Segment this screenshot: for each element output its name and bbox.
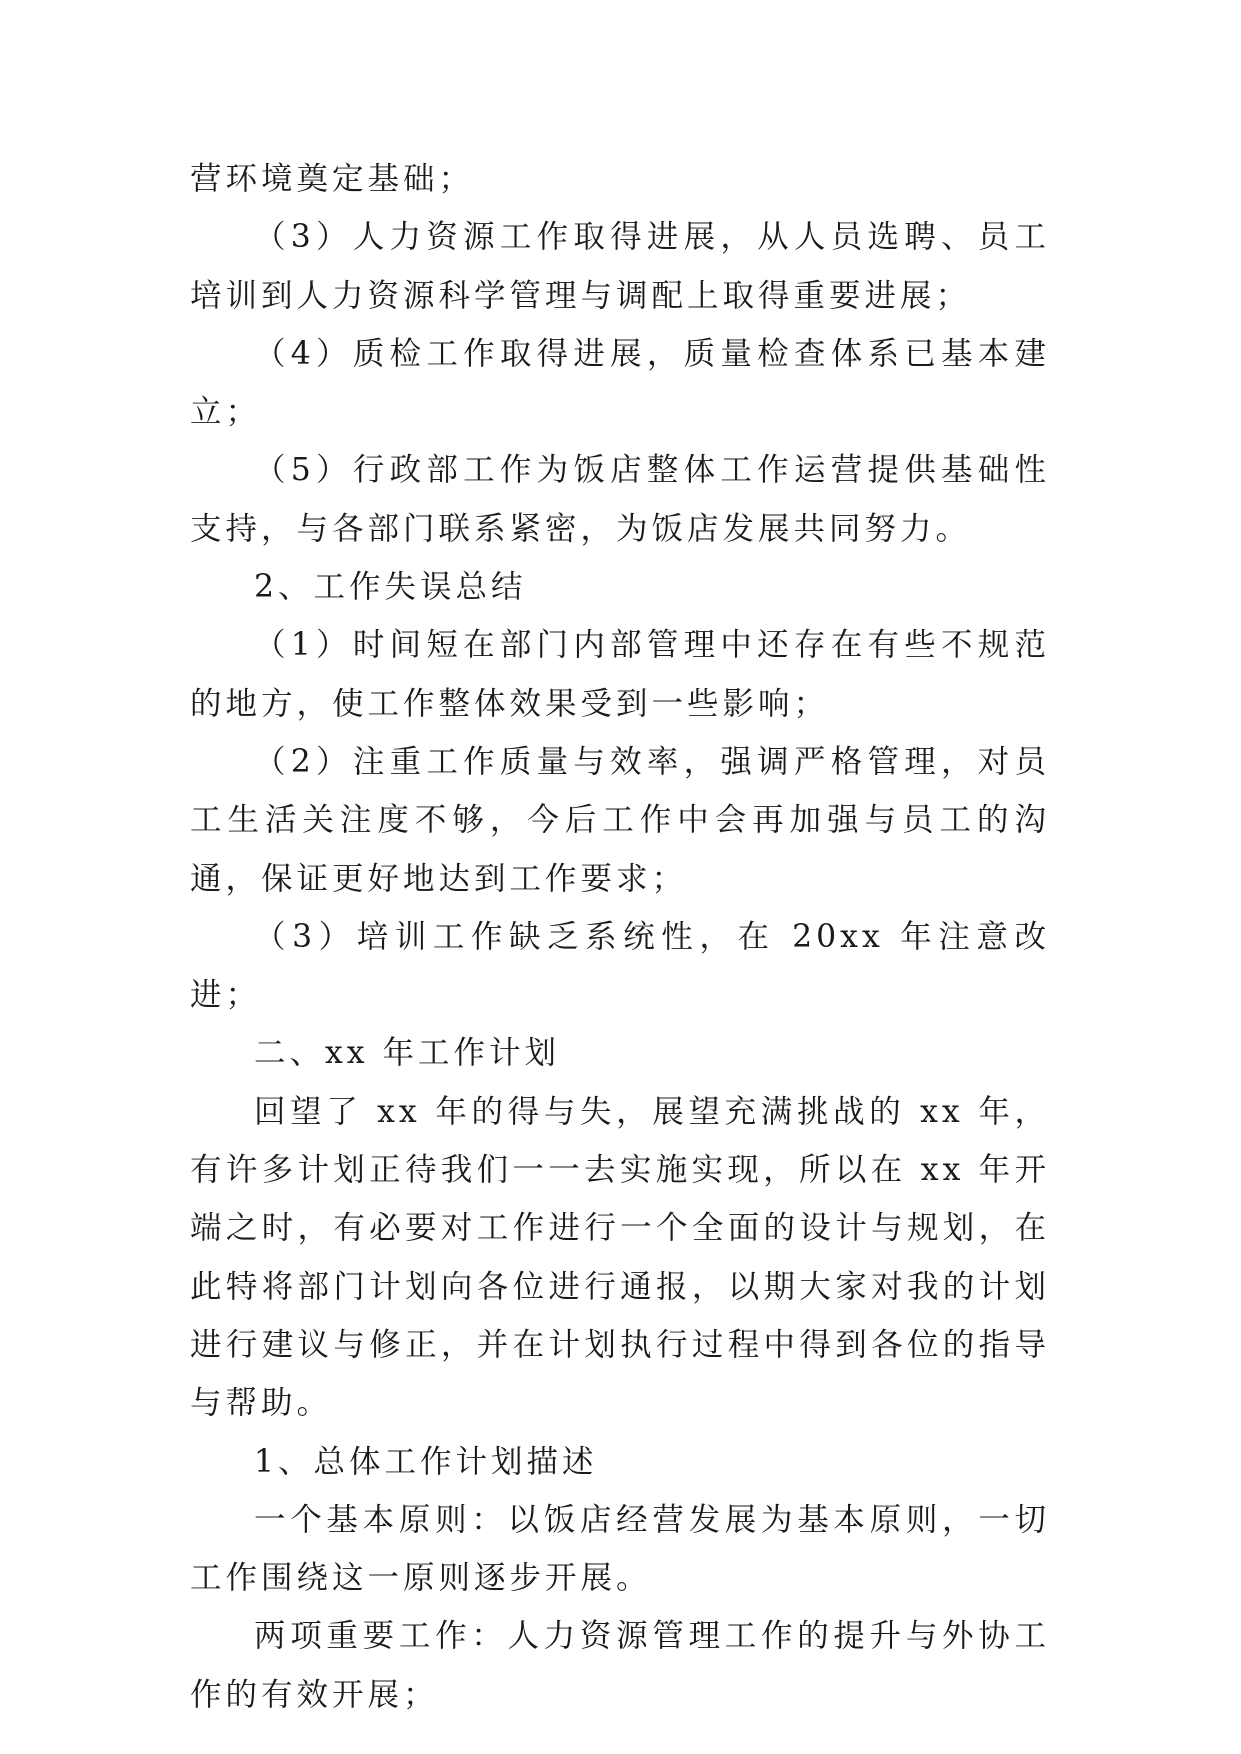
paragraph: （3）人力资源工作取得进展，从人员选聘、员工培训到人力资源科学管理与调配上取得重要进展； (190, 219, 1050, 314)
document-body (190, 150, 1050, 1724)
paragraph: 回望了 xx 年的得与失，展望充满挑战的 xx 年，有许多计划正待我们一一去实施实现，所以在 xx 年开端之时，有必要对工作进行一个全面的设计与规划，在此特将部门计划向各位进行通报，以期大家对我的计划进行建议与修正，并在计划执行过程中得到各位的指导与帮助。 (190, 1093, 1050, 1422)
section-heading: 二、xx 年工作计划 (254, 1035, 561, 1072)
paragraph: 一个基本原则：以饭店经营发展为基本原则，一切工作围绕这一原则逐步开展。 (190, 1501, 1050, 1597)
section-heading: 1、总体工作计划描述 (254, 1443, 598, 1480)
paragraph: 营环境奠定基础； (190, 161, 475, 197)
paragraph: （5）行政部工作为饭店整体工作运营提供基础性支持，与各部门联系紧密，为饭店发展共同努力。 (190, 452, 1050, 547)
paragraph: 两项重要工作：人力资源管理工作的提升与外协工作的有效开展； (190, 1618, 1050, 1713)
paragraph: （3）培训工作缺乏系统性，在 20xx 年注意改进； (190, 918, 1050, 1014)
paragraph: （1）时间短在部门内部管理中还存在有些不规范的地方，使工作整体效果受到一些影响； (190, 627, 1050, 722)
section-heading: 2、工作失误总结 (254, 569, 527, 606)
paragraph: （2）注重工作质量与效率，强调严格管理，对员工生活关注度不够，今后工作中会再加强与员工的沟通，保证更好地达到工作要求； (190, 743, 1050, 897)
paragraph: （4）质检工作取得进展，质量检查体系已基本建立； (190, 335, 1050, 431)
